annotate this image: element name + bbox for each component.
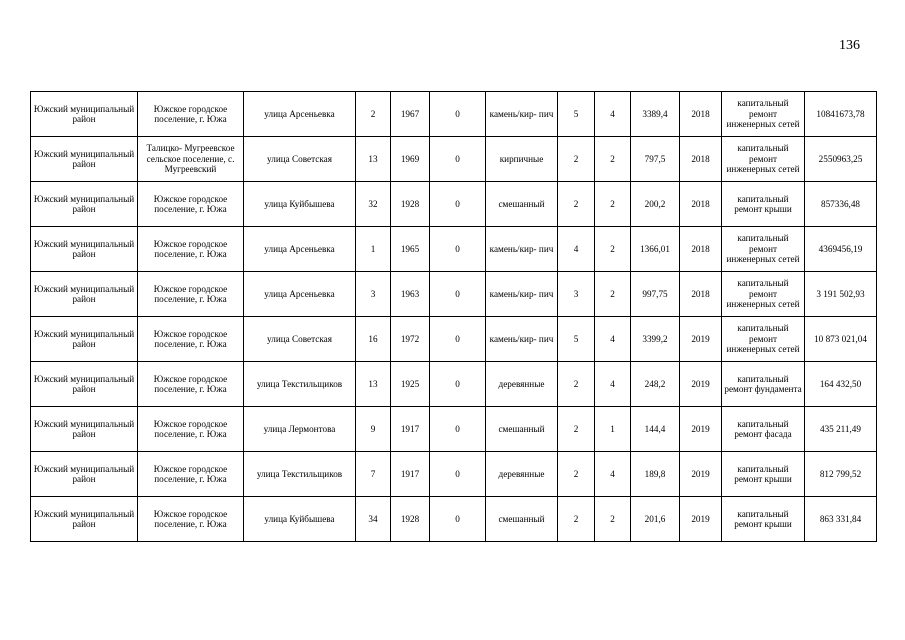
build-year-cell: 1928 <box>391 182 430 227</box>
entrances-cell: 1 <box>595 407 631 452</box>
build-year-cell: 1925 <box>391 362 430 407</box>
table-row <box>31 362 877 407</box>
cost-cell: 10 873 021,04 <box>805 317 877 362</box>
zero-cell: 0 <box>430 227 486 272</box>
district-cell: Южский муниципальный район <box>31 317 138 362</box>
entrances-cell: 2 <box>595 137 631 182</box>
settlement-cell: Южское городское поселение, г. Южа <box>138 497 244 542</box>
table-row <box>31 92 877 137</box>
area-cell: 189,8 <box>631 452 680 497</box>
floors-cell: 4 <box>558 227 595 272</box>
house-number-cell: 1 <box>356 227 391 272</box>
housing-repair-table <box>30 91 877 542</box>
street-cell: улица Куйбышева <box>244 497 356 542</box>
floors-cell: 3 <box>558 272 595 317</box>
wall-material-cell: кирпичные <box>486 137 558 182</box>
build-year-cell: 1972 <box>391 317 430 362</box>
settlement-cell: Южское городское поселение, г. Южа <box>138 227 244 272</box>
district-cell: Южский муниципальный район <box>31 272 138 317</box>
area-cell: 1366,01 <box>631 227 680 272</box>
work-type-cell: капитальный ремонт инженерных сетей <box>722 272 805 317</box>
plan-year-cell: 2018 <box>680 182 722 227</box>
settlement-cell: Южское городское поселение, г. Южа <box>138 362 244 407</box>
floors-cell: 2 <box>558 137 595 182</box>
work-type-cell: капитальный ремонт крыши <box>722 497 805 542</box>
wall-material-cell: камень/кир- пич <box>486 92 558 137</box>
district-cell: Южский муниципальный район <box>31 497 138 542</box>
wall-material-cell: камень/кир- пич <box>486 317 558 362</box>
work-type-cell: капитальный ремонт фасада <box>722 407 805 452</box>
plan-year-cell: 2019 <box>680 407 722 452</box>
area-cell: 248,2 <box>631 362 680 407</box>
house-number-cell: 32 <box>356 182 391 227</box>
work-type-cell: капитальный ремонт инженерных сетей <box>722 92 805 137</box>
work-type-cell: капитальный ремонт инженерных сетей <box>722 227 805 272</box>
area-cell: 997,75 <box>631 272 680 317</box>
build-year-cell: 1928 <box>391 497 430 542</box>
floors-cell: 2 <box>558 452 595 497</box>
cost-cell: 857336,48 <box>805 182 877 227</box>
entrances-cell: 2 <box>595 497 631 542</box>
house-number-cell: 9 <box>356 407 391 452</box>
entrances-cell: 4 <box>595 362 631 407</box>
settlement-cell: Южское городское поселение, г. Южа <box>138 407 244 452</box>
zero-cell: 0 <box>430 407 486 452</box>
floors-cell: 5 <box>558 317 595 362</box>
build-year-cell: 1917 <box>391 407 430 452</box>
floors-cell: 2 <box>558 362 595 407</box>
settlement-cell: Южское городское поселение, г. Южа <box>138 317 244 362</box>
area-cell: 200,2 <box>631 182 680 227</box>
zero-cell: 0 <box>430 92 486 137</box>
plan-year-cell: 2019 <box>680 452 722 497</box>
wall-material-cell: деревянные <box>486 452 558 497</box>
plan-year-cell: 2018 <box>680 227 722 272</box>
work-type-cell: капитальный ремонт крыши <box>722 452 805 497</box>
zero-cell: 0 <box>430 317 486 362</box>
zero-cell: 0 <box>430 272 486 317</box>
street-cell: улица Куйбышева <box>244 182 356 227</box>
area-cell: 3399,2 <box>631 317 680 362</box>
street-cell: улица Советская <box>244 317 356 362</box>
zero-cell: 0 <box>430 182 486 227</box>
cost-cell: 4369456,19 <box>805 227 877 272</box>
table-row <box>31 317 877 362</box>
build-year-cell: 1963 <box>391 272 430 317</box>
street-cell: улица Текстильщиков <box>244 362 356 407</box>
district-cell: Южский муниципальный район <box>31 362 138 407</box>
entrances-cell: 4 <box>595 452 631 497</box>
street-cell: улица Арсеньевка <box>244 227 356 272</box>
street-cell: улица Арсеньевка <box>244 92 356 137</box>
wall-material-cell: смешанный <box>486 182 558 227</box>
wall-material-cell: камень/кир- пич <box>486 272 558 317</box>
zero-cell: 0 <box>430 137 486 182</box>
street-cell: улица Текстильщиков <box>244 452 356 497</box>
house-number-cell: 7 <box>356 452 391 497</box>
house-number-cell: 34 <box>356 497 391 542</box>
build-year-cell: 1965 <box>391 227 430 272</box>
zero-cell: 0 <box>430 497 486 542</box>
table-row <box>31 452 877 497</box>
house-number-cell: 2 <box>356 92 391 137</box>
plan-year-cell: 2018 <box>680 272 722 317</box>
street-cell: улица Лермонтова <box>244 407 356 452</box>
build-year-cell: 1967 <box>391 92 430 137</box>
floors-cell: 2 <box>558 182 595 227</box>
table-row <box>31 407 877 452</box>
zero-cell: 0 <box>430 362 486 407</box>
district-cell: Южский муниципальный район <box>31 452 138 497</box>
district-cell: Южский муниципальный район <box>31 92 138 137</box>
table-row <box>31 227 877 272</box>
plan-year-cell: 2018 <box>680 92 722 137</box>
entrances-cell: 4 <box>595 92 631 137</box>
street-cell: улица Арсеньевка <box>244 272 356 317</box>
wall-material-cell: смешанный <box>486 407 558 452</box>
cost-cell: 812 799,52 <box>805 452 877 497</box>
house-number-cell: 3 <box>356 272 391 317</box>
plan-year-cell: 2018 <box>680 137 722 182</box>
house-number-cell: 16 <box>356 317 391 362</box>
entrances-cell: 2 <box>595 182 631 227</box>
table-body <box>31 92 877 542</box>
plan-year-cell: 2019 <box>680 317 722 362</box>
house-number-cell: 13 <box>356 362 391 407</box>
district-cell: Южский муниципальный район <box>31 137 138 182</box>
entrances-cell: 2 <box>595 272 631 317</box>
cost-cell: 10841673,78 <box>805 92 877 137</box>
work-type-cell: капитальный ремонт крыши <box>722 182 805 227</box>
wall-material-cell: деревянные <box>486 362 558 407</box>
district-cell: Южский муниципальный район <box>31 182 138 227</box>
cost-cell: 3 191 502,93 <box>805 272 877 317</box>
table-row <box>31 137 877 182</box>
wall-material-cell: камень/кир- пич <box>486 227 558 272</box>
plan-year-cell: 2019 <box>680 362 722 407</box>
cost-cell: 863 331,84 <box>805 497 877 542</box>
district-cell: Южский муниципальный район <box>31 407 138 452</box>
settlement-cell: Талицко- Мугреевское сельское поселение, с. Мугреевский <box>138 137 244 182</box>
build-year-cell: 1969 <box>391 137 430 182</box>
page-number: 136 <box>839 38 860 53</box>
settlement-cell: Южское городское поселение, г. Южа <box>138 92 244 137</box>
plan-year-cell: 2019 <box>680 497 722 542</box>
area-cell: 3389,4 <box>631 92 680 137</box>
table-row <box>31 272 877 317</box>
table-row <box>31 182 877 227</box>
table-row <box>31 497 877 542</box>
floors-cell: 5 <box>558 92 595 137</box>
work-type-cell: капитальный ремонт инженерных сетей <box>722 137 805 182</box>
settlement-cell: Южское городское поселение, г. Южа <box>138 272 244 317</box>
house-number-cell: 13 <box>356 137 391 182</box>
settlement-cell: Южское городское поселение, г. Южа <box>138 452 244 497</box>
entrances-cell: 2 <box>595 227 631 272</box>
wall-material-cell: смешанный <box>486 497 558 542</box>
cost-cell: 435 211,49 <box>805 407 877 452</box>
work-type-cell: капитальный ремонт инженерных сетей <box>722 317 805 362</box>
floors-cell: 2 <box>558 407 595 452</box>
entrances-cell: 4 <box>595 317 631 362</box>
settlement-cell: Южское городское поселение, г. Южа <box>138 182 244 227</box>
zero-cell: 0 <box>430 452 486 497</box>
cost-cell: 2550963,25 <box>805 137 877 182</box>
district-cell: Южский муниципальный район <box>31 227 138 272</box>
area-cell: 201,6 <box>631 497 680 542</box>
area-cell: 797,5 <box>631 137 680 182</box>
area-cell: 144,4 <box>631 407 680 452</box>
floors-cell: 2 <box>558 497 595 542</box>
street-cell: улица Советская <box>244 137 356 182</box>
work-type-cell: капитальный ремонт фундамента <box>722 362 805 407</box>
build-year-cell: 1917 <box>391 452 430 497</box>
cost-cell: 164 432,50 <box>805 362 877 407</box>
